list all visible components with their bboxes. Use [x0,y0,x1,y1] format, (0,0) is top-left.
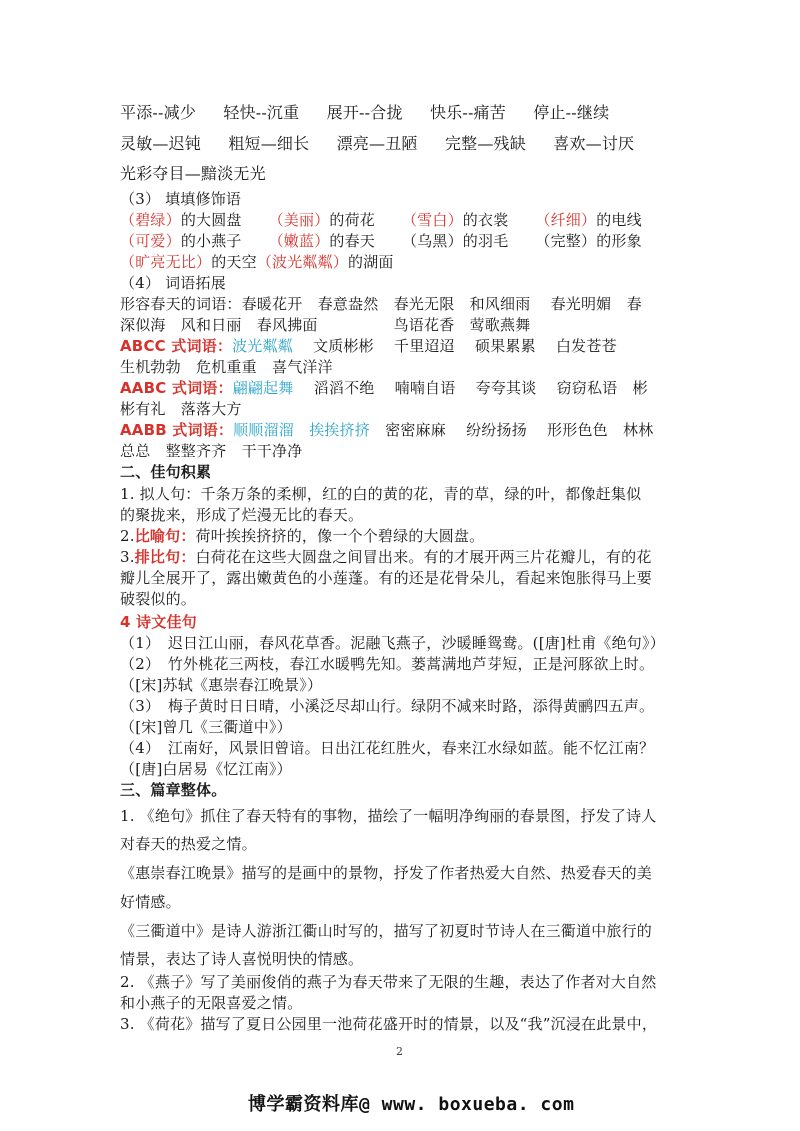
antonym-pair: 快乐--痛苦 [429,103,506,122]
poem-1: （1） 迟日江山丽，春风花草香。泥融飞燕子，沙暖睡鸳鸯。([唐]杜甫《绝句》） [120,634,665,652]
modifier-noun: 的羽毛 [462,232,509,250]
chapter-3-line-1: 《三衢道中》是诗人游浙江衢山时写的，描写了初夏时节诗人在三衢道中旅行的 [120,922,653,940]
abcc-highlight: 波光粼粼 [232,337,293,355]
sentence-1-line-1: 1. 拟人句：千条万条的柔柳，红的白的黄的花，青的草，绿的叶，都像赶集似 [120,485,642,503]
page-number: 2 [396,1045,403,1058]
modifier-noun: 的衣裳 [462,211,509,229]
modifier-word: （雪白） [401,211,463,229]
aabc-label: AABC 式词语： [120,379,233,397]
antonym-pair: 粗短—细长 [228,134,310,153]
poem-2: （2） 竹外桃花三两枝，春江水暖鸭先知。蒌蒿满地芦芽短，正是河豚欲上时。 [120,655,655,673]
abcc-words-line-1 [120,336,700,356]
sentence-3-line-3: 破裂似的。 [120,590,197,608]
modifier-word: （纤细） [535,211,597,229]
sentences-heading: 二、佳句积累 [120,463,212,481]
modifiers-row-1 [120,210,700,230]
chapter-3-line-2: 情景，表达了诗人喜悦明快的情感。 [120,950,364,968]
modifier-noun: 的小燕子 [180,232,242,250]
modifier-word: （可爱） [120,232,181,250]
antonym-pair: 平添--减少 [120,103,197,122]
modifier-noun: 的形象 [596,232,642,250]
modifier-word: （碧绿） [120,211,181,229]
abcc-words-line-2: 生机勃勃 危机重重 喜气洋洋 [120,358,333,376]
poem-heading: 4 诗文佳句 [120,613,197,631]
aabb-rest: 密密麻麻 纷纷扬扬 形形色色 林林 [369,421,654,439]
modifier-word: （旷亮无比） [120,253,212,271]
footer-watermark[interactable]: 博学霸资料库@ www. boxueba. com [248,1094,575,1115]
chapter-4-line-1: 2. 《燕子》写了美丽俊俏的燕子为春天带来了无限的生趣，表达了作者对大自然 [120,973,657,991]
metaphor-label: 比喻句： [134,527,196,545]
chapter-1-line-1: 1. 《绝句》抓住了春天特有的事物，描绘了一幅明净绚丽的春景图，抒发了诗人 [120,807,657,825]
poem-4: （4） 江南好，风景旧曾谙。日出江花红胜火，春来江水绿如蓝。能不忆江南？ [120,739,655,757]
poem-2-source: （[宋]苏轼《惠崇春江晚景》） [120,676,323,694]
sentence-text: 白荷花在这些大圆盘之间冒出来。有的才展开两三片花瓣儿，有的花 [195,548,652,566]
aabc-rest: 滔滔不绝 喃喃自语 夸夸其谈 窃窃私语 彬 [293,379,648,397]
antonym-row-3: 光彩夺目—黯淡无光 [120,164,266,183]
aabb-highlight: 顺顺溜溜 挨挨挤挤 [233,421,370,439]
sentence-number: 2. [120,527,135,545]
aabc-words-line-1 [120,378,700,398]
poem-3-source: （[宋]曾几《三衢道中》） [120,718,292,736]
chapter-heading: 三、篇章整体。 [120,781,227,799]
modifier-noun: 的大圆盘 [180,211,242,229]
modifiers-title: （3） 填填修饰语 [120,190,242,208]
antonym-pair: 喜欢—讨厌 [553,134,635,153]
antonym-pair: 展开--合拢 [326,103,403,122]
aabc-highlight: 翩翩起舞 [232,379,294,397]
sentence-1-line-2: 的聚拢来，形成了烂漫无比的春天。 [120,506,364,524]
abcc-label: ABCC 式词语： [120,337,233,355]
modifier-noun: 的湖面 [348,253,394,271]
modifier-word: （波光粼粼） [256,253,349,271]
sentence-3-line-1 [120,547,700,567]
aabb-words-line-2: 总总 整整齐齐 干干净净 [120,442,303,460]
modifier-word: （完整） [535,232,597,250]
antonym-pair: 停止--继续 [533,103,610,122]
sentence-number: 3. [120,548,135,566]
poem-4-source: （[唐]白居易《忆江南》） [120,760,292,778]
modifier-noun: 的电线 [596,211,642,229]
modifier-word: （乌黑） [401,232,463,250]
antonym-pair: 漂亮—丑陋 [336,134,418,153]
aabb-label: AABB 式词语： [120,421,234,439]
sentence-2 [120,526,700,546]
expansion-title: （4） 词语拓展 [120,274,226,292]
poem-3: （3） 梅子黄时日日晴，小溪泛尽却山行。绿阴不减来时路，添得黄鹂四五声。 [120,697,655,715]
chapter-2-line-2: 好情感。 [120,893,181,911]
aabb-words-line-1 [120,420,700,440]
chapter-1-line-2: 对春天的热爱之情。 [120,835,257,853]
antonym-row-1 [120,103,700,123]
chapter-4-line-2: 和小燕子的无限喜爱之情。 [120,994,303,1012]
sentence-3-line-2: 瓣儿全展开了，露出嫩黄色的小莲蓬。有的还是花骨朵儿，看起来饱胀得马上要 [120,569,653,587]
antonym-row-2 [120,134,700,154]
antonym-pair: 灵敏—迟钝 [120,134,202,153]
aabc-words-line-2: 彬有礼 落落大方 [120,400,242,418]
modifiers-row-3 [120,252,700,272]
spring-words-line-1: 形容春天的词语：春暖花开 春意盎然 春光无限 和风细雨 春光明媚 春 [120,295,642,313]
modifiers-row-2 [120,231,700,251]
modifier-word: （嫩蓝） [268,232,330,250]
modifier-noun: 的天空 [211,253,257,271]
abcc-rest: 文质彬彬 千里迢迢 硕果累累 白发苍苍 [292,337,617,355]
sentence-text: 荷叶挨挨挤挤的，像一个个碧绿的大圆盘。 [195,527,485,545]
modifier-word: （美丽） [268,211,330,229]
antonym-pair: 完整—残缺 [444,134,526,153]
modifier-noun: 的荷花 [329,211,376,229]
parallelism-label: 排比句： [134,548,196,566]
chapter-5-line-1: 3. 《荷花》描写了夏日公园里一池荷花盛开时的情景，以及“我”沉浸在此景中， [120,1015,658,1033]
antonym-pair: 轻快--沉重 [223,103,300,122]
modifier-noun: 的春天 [329,232,376,250]
spring-words-line-2: 深似海 风和日丽 春风拂面 鸟语花香 莺歌燕舞 [120,316,531,334]
chapter-2-line-1: 《惠崇春江晚景》描写的是画中的景物，抒发了作者热爱大自然、热爱春天的美 [120,864,653,882]
